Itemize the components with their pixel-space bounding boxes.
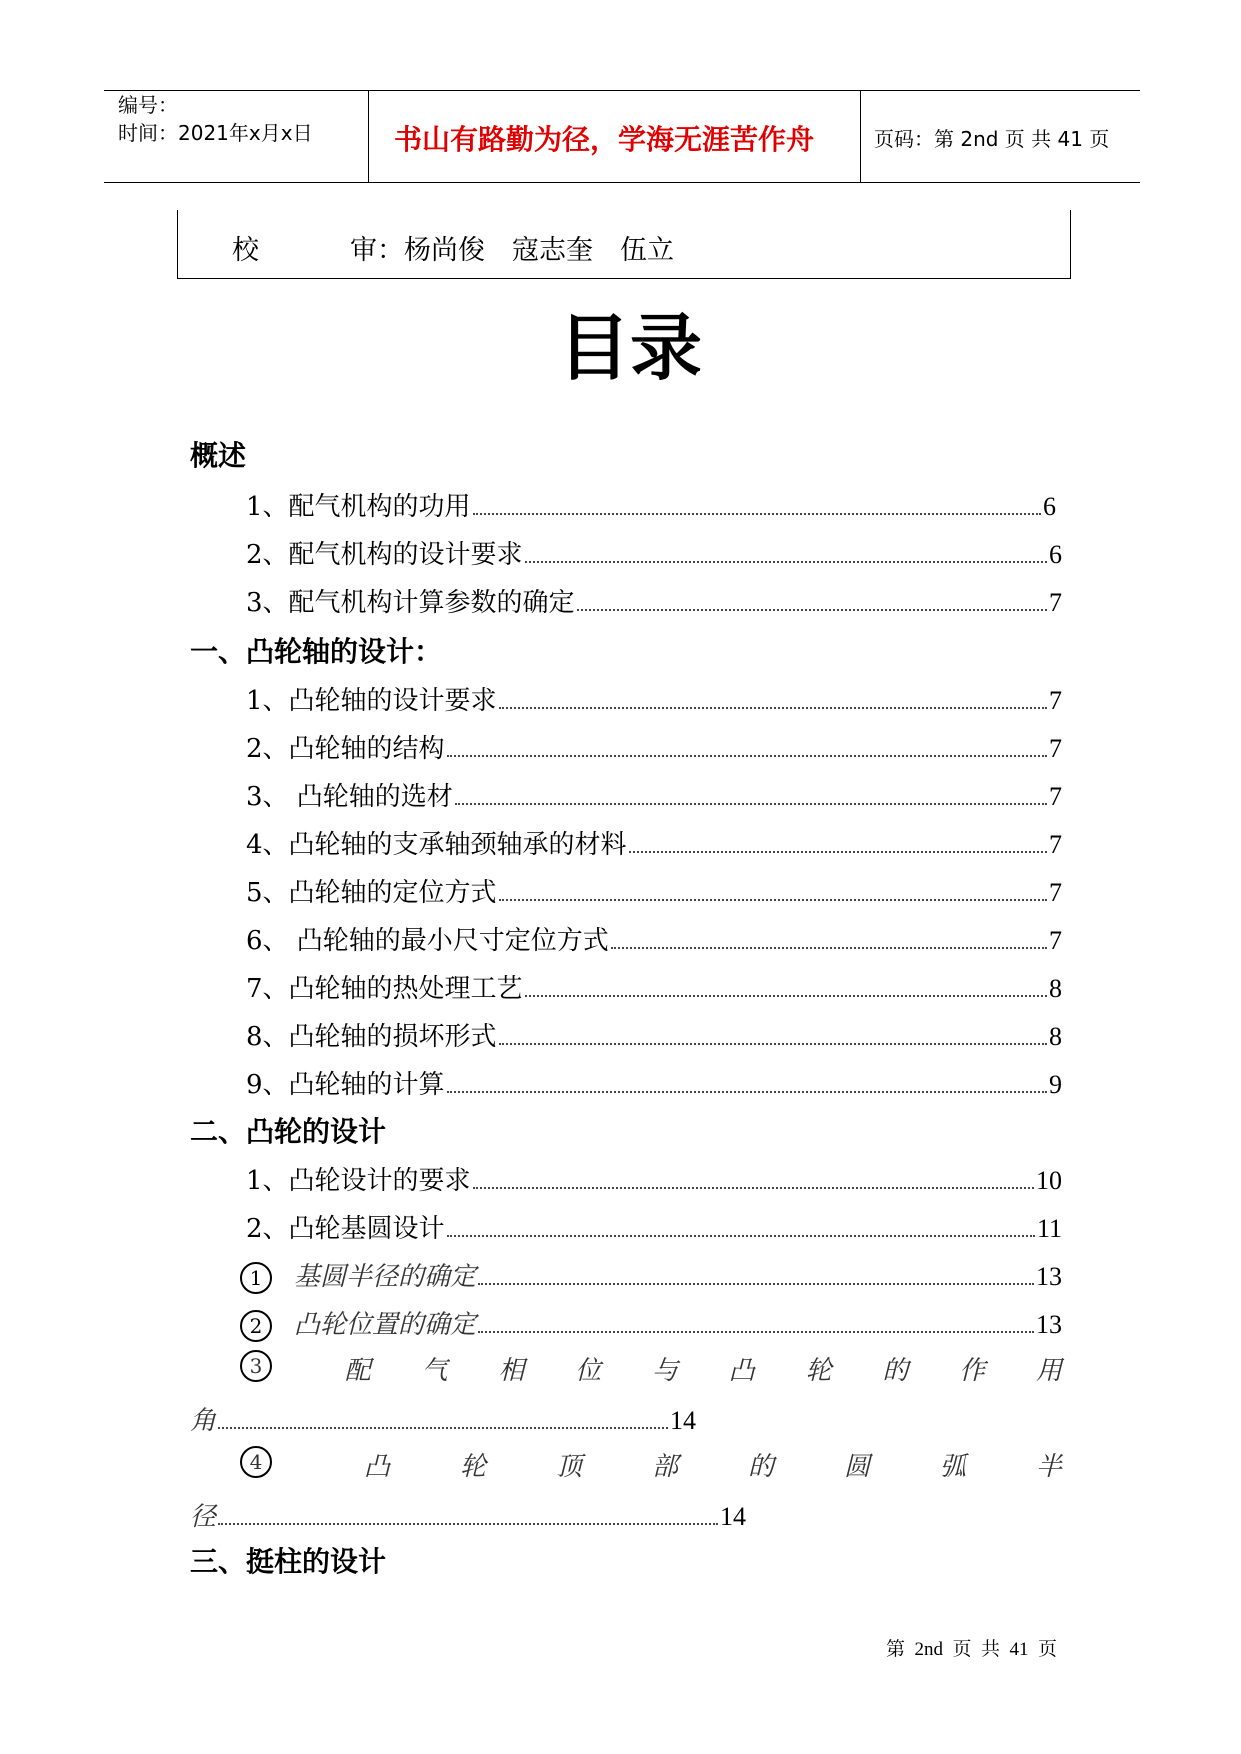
toc-entry[interactable]: [246, 582, 1062, 618]
toc-entry-label: 1、配气机构的功用: [246, 492, 471, 522]
toc-entry[interactable]: [246, 1160, 1062, 1196]
toc-entry-label: 基圆半径的确定: [294, 1262, 477, 1292]
toc-entry[interactable]: [246, 728, 1062, 764]
spread-char: 相: [498, 1356, 525, 1386]
toc-entry-label: 8、凸轮轴的损坏形式: [246, 1022, 497, 1052]
toc-entry[interactable]: [246, 486, 1056, 522]
toc-entry-page: 7: [1049, 734, 1062, 763]
toc-wrapped-entry[interactable]: [240, 1350, 1062, 1387]
toc-entry[interactable]: [246, 872, 1062, 908]
toc-entry-page: 14: [670, 1406, 696, 1435]
leader-dots: [447, 755, 1047, 757]
toc-entry-label: 9、凸轮轴的计算: [246, 1070, 445, 1100]
toc-entry-page: 7: [1049, 830, 1062, 859]
toc-entry-label: 1、凸轮轴的设计要求: [246, 686, 497, 716]
leader-dots: [473, 513, 1041, 515]
toc-entry[interactable]: [246, 968, 1062, 1004]
toc-entry-page: 10: [1036, 1166, 1062, 1195]
toc-entry-page: 13: [1036, 1310, 1062, 1339]
spread-char: 作: [959, 1356, 986, 1386]
toc-entry-label: 6、 凸轮轴的最小尺寸定位方式: [246, 926, 609, 956]
leader-dots: [577, 609, 1047, 611]
toc-entry-label: 5、凸轮轴的定位方式: [246, 878, 497, 908]
spread-char: 凸: [363, 1452, 390, 1482]
reviewer-label-a: 校: [232, 235, 259, 266]
toc-entry-page: 11: [1036, 1214, 1062, 1243]
toc-entry-page: 7: [1049, 926, 1062, 955]
leader-dots: [478, 1331, 1034, 1333]
spread-char: 弧: [939, 1452, 966, 1482]
header-bottom-rule: [104, 182, 1140, 183]
toc-entry-label: 角: [190, 1406, 217, 1436]
leader-dots: [447, 1091, 1047, 1093]
toc-wrapped-entry[interactable]: [240, 1446, 1062, 1483]
toc-entry[interactable]: [246, 1064, 1062, 1100]
toc-entry-page: 7: [1049, 588, 1062, 617]
circled-number: 4: [240, 1446, 272, 1478]
toc-entry-label: 径: [190, 1502, 217, 1532]
toc-entry-label: 4、凸轮轴的支承轴颈轴承的材料: [246, 830, 627, 860]
spread-char: 与: [651, 1356, 678, 1386]
toc-entry-label: 1、凸轮设计的要求: [246, 1166, 471, 1196]
toc-entry-label: 2、凸轮基圆设计: [246, 1214, 445, 1244]
leader-dots: [455, 803, 1047, 805]
leader-dots: [478, 1283, 1034, 1285]
leader-dots: [611, 947, 1047, 949]
leader-dots: [218, 1523, 718, 1525]
section-title: 二、凸轮的设计: [190, 1115, 387, 1148]
section-title: 三、挺柱的设计: [190, 1545, 387, 1578]
toc-entry-label: 凸轮位置的确定: [294, 1310, 477, 1340]
leader-dots: [218, 1427, 668, 1429]
page-label: 页码：第 2nd 页 共 41 页: [874, 127, 1110, 151]
section-title: 概述: [190, 439, 247, 472]
spread-char: 的: [747, 1452, 774, 1482]
reviewer-label-b: 审：杨尚俊 寇志奎 伍立: [350, 235, 674, 266]
toc-wrapped-tail[interactable]: [190, 1496, 746, 1532]
leader-dots: [499, 1043, 1047, 1045]
reviewer-box-right: [1070, 210, 1071, 278]
serial-label: 编号：: [118, 93, 178, 117]
toc-entry-page: 7: [1049, 878, 1062, 907]
leader-dots: [447, 1235, 1035, 1237]
toc-entry[interactable]: [246, 824, 1062, 860]
toc-sub-entry[interactable]: [240, 1304, 1062, 1340]
toc-entry-label: 3、 凸轮轴的选材: [246, 782, 453, 812]
toc-entry-page: 9: [1049, 1070, 1062, 1099]
toc-entry-page: 6: [1043, 492, 1056, 521]
toc-entry[interactable]: [246, 776, 1062, 812]
leader-dots: [499, 899, 1047, 901]
toc-entry-page: 13: [1036, 1262, 1062, 1291]
spread-char: 圆: [843, 1452, 870, 1482]
reviewer-box-left: [177, 210, 178, 278]
spread-char: 部: [651, 1452, 678, 1482]
toc-wrapped-tail[interactable]: [190, 1400, 696, 1436]
leader-dots: [473, 1187, 1034, 1189]
reviewer-box-bottom: [177, 278, 1071, 279]
leader-dots: [525, 561, 1047, 563]
spread-char: 凸: [728, 1356, 755, 1386]
toc-entry-page: 6: [1049, 540, 1062, 569]
toc-entry[interactable]: [246, 534, 1062, 570]
toc-entry-label: 2、配气机构的设计要求: [246, 540, 523, 570]
spread-char: 位: [575, 1356, 602, 1386]
spread-char: 气: [421, 1356, 448, 1386]
spread-char: 的: [882, 1356, 909, 1386]
header-top-rule: [104, 90, 1140, 91]
toc-entry-page: 8: [1049, 974, 1062, 1003]
toc-entry[interactable]: [246, 1208, 1062, 1244]
toc-entry-page: 7: [1049, 686, 1062, 715]
leader-dots: [525, 995, 1047, 997]
spread-line: [240, 1350, 1062, 1387]
spread-char: 轮: [459, 1452, 486, 1482]
header-divider-right: [860, 90, 861, 182]
spread-char: 半: [1035, 1452, 1062, 1482]
spread-char: 顶: [555, 1452, 582, 1482]
spread-line: [240, 1446, 1062, 1483]
toc-entry-page: 8: [1049, 1022, 1062, 1051]
toc-entry[interactable]: [246, 920, 1062, 956]
circled-number: 3: [240, 1350, 272, 1382]
toc-entry-page: 7: [1049, 782, 1062, 811]
page-footer: 第 2nd 页 共 41 页: [886, 1639, 1058, 1660]
spread-char: 轮: [805, 1356, 832, 1386]
spread-char: 用: [1035, 1356, 1062, 1386]
toc-entry[interactable]: [246, 1016, 1062, 1052]
header-divider-left: [368, 90, 369, 182]
time-label: 时间：2021年x月x日: [118, 121, 313, 145]
circled-number: 2: [240, 1310, 272, 1342]
toc-entry-label: 3、配气机构计算参数的确定: [246, 588, 575, 618]
leader-dots: [499, 707, 1047, 709]
spread-char: 配: [344, 1356, 371, 1386]
leader-dots: [629, 851, 1047, 853]
motto: 书山有路勤为径，学海无涯苦作舟: [394, 123, 815, 156]
toc-entry-label: 2、凸轮轴的结构: [246, 734, 445, 764]
toc-sub-entry[interactable]: [240, 1256, 1062, 1292]
circled-number: 1: [240, 1262, 272, 1294]
toc-entry[interactable]: [246, 680, 1062, 716]
toc-entry-label: 7、凸轮轴的热处理工艺: [246, 974, 523, 1004]
toc-title: 目录: [558, 306, 703, 390]
section-title: 一、凸轮轴的设计：: [190, 635, 443, 668]
toc-entry-page: 14: [720, 1502, 746, 1531]
